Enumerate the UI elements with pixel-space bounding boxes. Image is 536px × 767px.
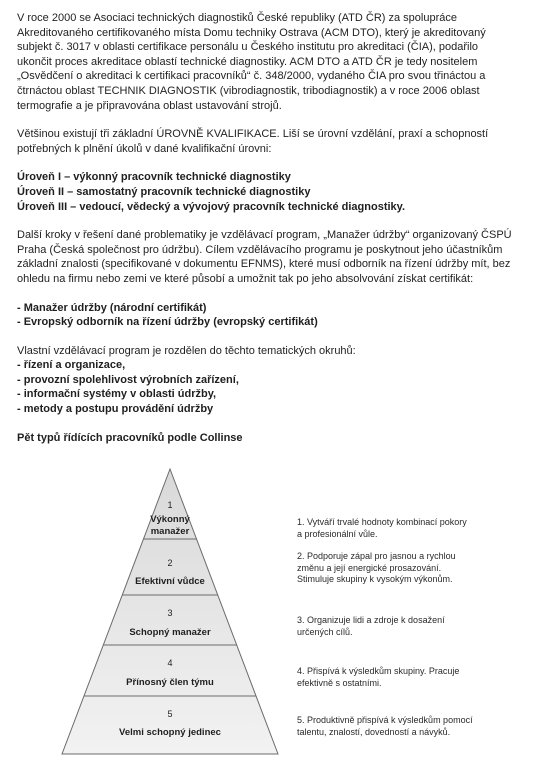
certificate-item: - Manažer údržby (národní certifikát) (17, 301, 207, 314)
certificate-item: - Evropský odborník na řízení údržby (evropský certifikát) (17, 316, 318, 329)
level-description (297, 666, 533, 689)
level-number: 1 (167, 500, 173, 510)
qualification-levels-list (17, 170, 527, 214)
description-line: změnu a její energické prosazování. (297, 562, 442, 573)
level-item: Úroveň III – vedoucí, vědecký a vývojový pracovník technické diagnostiky. (17, 200, 406, 213)
text-line: potřebných k plnění úkolů v dané kvalifikační úrovni: (17, 142, 272, 155)
text-line: ukončit proces akreditace oblastí technické diagnostiky. ACM DTO a ATD ČR je tedy nositelem (17, 55, 478, 68)
document-body (17, 11, 527, 445)
collins-pyramid-figure (60, 469, 536, 759)
level-item: Úroveň I – výkonný pracovník technické diagnostiky (17, 171, 291, 184)
text-line: Akreditovaného certifikovaného místa Domu techniky Ostrava (ACM DTO), který je akreditovaný (17, 26, 486, 39)
level-description (297, 715, 533, 738)
text-line: čtrnáctou oblast TECHNIK DIAGNOSTIK (vibrodiagnostik, tribodiagnostik) a v roce 2006 oblast (17, 84, 480, 97)
text-line: Většinou existují tři základní ÚROVNĚ KVALIFIKACE. Liší se úrovní vzdělání, praxí a schopností (17, 128, 489, 141)
description-line: 1. Vytváří trvalé hodnoty kombinací pokory (297, 517, 467, 527)
level-description (297, 551, 533, 586)
topic-item: - metody a postupu provádění údržby (17, 403, 214, 416)
topic-item: - provozní spolehlivost výrobních zařízení, (17, 373, 239, 386)
topic-item: - řízení a organizace, (17, 359, 126, 372)
level-number: 2 (167, 558, 173, 568)
description-line: efektivně s ostatními. (297, 677, 382, 688)
description-line: a profesionální vůle. (297, 528, 378, 539)
description-line: Stimuluje skupiny k vysokým výkonům. (297, 574, 453, 584)
level-name: Velmi schopný jedinec (119, 727, 221, 738)
levels-intro-paragraph (17, 127, 527, 156)
program-paragraph (17, 228, 527, 286)
text-line: V roce 2000 se Asociaci technických diagnostiků České republiky (ATD ČR) za spolupráce (17, 12, 457, 24)
text-line: Praha (Česká společnost pro údržbu). Cílem vzdělávacího programu je poskytnout jeho účastníkům (17, 243, 503, 256)
intro-paragraph (17, 11, 527, 113)
description-line: 5. Produktivně přispívá k výsledkům pomocí (297, 715, 473, 725)
text-line: „Osvědčení o akreditaci k certifikaci pracovníků“ č. 348/2000, vydaného ČIA pro svou třináctou a (17, 70, 486, 83)
level-name: manažer (150, 526, 190, 537)
description-line: určených cílů. (297, 626, 353, 637)
level-name: Efektivní vůdce (135, 576, 205, 587)
text-line: subjekt č. 3017 v oblasti certifikace personálu u Českého institutu pro akreditaci (ČIA), podařilo (17, 41, 479, 54)
description-line: talentu, znalostí, dovedností a návyků. (297, 726, 451, 737)
topics-list (17, 358, 527, 416)
level-name: Přínosný člen týmu (126, 677, 214, 688)
level-name: Schopný manažer (129, 627, 211, 638)
topic-item: - informační systémy v oblasti údržby, (17, 388, 217, 401)
description-line: 2. Podporuje zápal pro jasnou a rychlou (297, 551, 456, 561)
level-description (297, 517, 533, 540)
description-line: 4. Přispívá k výsledkům skupiny. Pracuje (297, 666, 460, 676)
level-name: Výkonný (150, 514, 190, 525)
level-item: Úroveň II – samostatný pracovník technické diagnostiky (17, 185, 311, 198)
description-line: 3. Organizuje lidi a zdroje k dosažení (297, 615, 445, 625)
certificates-list (17, 301, 527, 330)
topics-intro: Vlastní vzdělávací program je rozdělen do těchto tematických okruhů: (17, 344, 356, 357)
text-line: Další kroky v řešení dané problematiky je vzdělávací program, „Manažer údržby“ organizovaný ČSPÚ (17, 229, 512, 242)
text-line: základní znalosti (specifikované v dokumentu EFNMS), které musí odborník na řízení údržby mít, bez (17, 258, 511, 271)
figure-heading: Pět typů řídících pracovníků podle Collinse (17, 431, 243, 444)
level-description (297, 615, 533, 638)
level-number: 5 (167, 709, 173, 719)
text-line: termografie a je připravována oblast ustavování strojů. (17, 99, 282, 112)
text-line: ohledu na firmu nebo zemi ve které působí a umožnit tak po jeho absolvování získat certifikát: (17, 272, 474, 285)
level-number: 4 (167, 658, 173, 668)
level-number: 3 (167, 608, 173, 618)
